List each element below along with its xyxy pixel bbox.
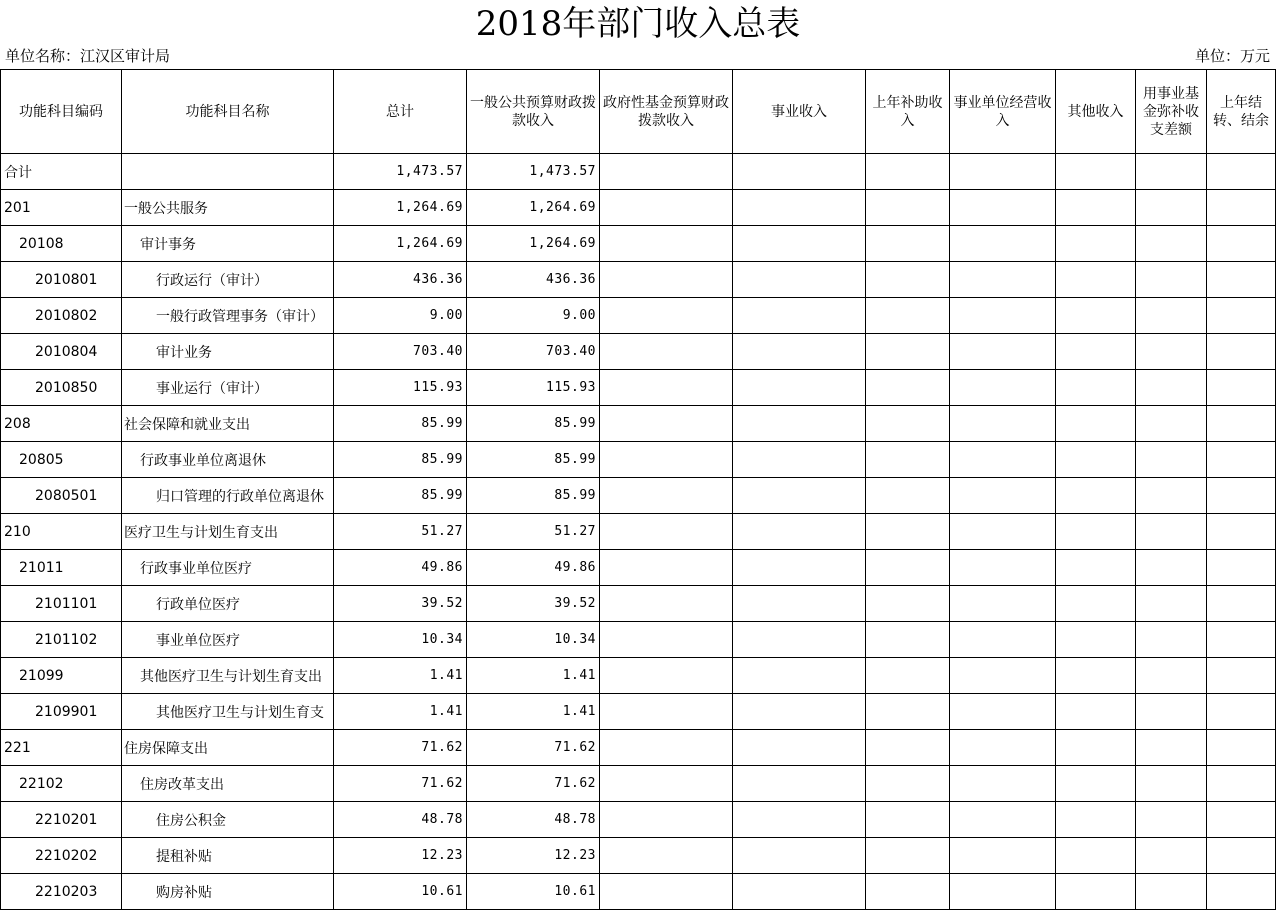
cell-carryover	[1207, 514, 1276, 550]
cell-gov-fund	[600, 514, 733, 550]
cell-carryover	[1207, 442, 1276, 478]
cell-operating-income	[950, 262, 1056, 298]
cell-prior-subsidy	[866, 658, 950, 694]
cell-other-income	[1056, 838, 1136, 874]
table-row	[1, 406, 1276, 442]
cell-general-budget: 39.52	[467, 586, 600, 622]
cell-business-income	[733, 370, 866, 406]
cell-general-budget: 85.99	[467, 442, 600, 478]
unit-name-label: 单位名称：江汉区审计局	[5, 47, 171, 65]
cell-general-budget: 1.41	[467, 658, 600, 694]
table-row	[1, 226, 1276, 262]
cell-operating-income	[950, 334, 1056, 370]
cell-business-income	[733, 694, 866, 730]
cell-gov-fund	[600, 226, 733, 262]
cell-other-income	[1056, 514, 1136, 550]
cell-name: 事业运行（审计）	[122, 370, 334, 406]
cell-fund-offset	[1136, 658, 1207, 694]
cell-gov-fund	[600, 622, 733, 658]
cell-carryover	[1207, 658, 1276, 694]
table-row	[1, 766, 1276, 802]
cell-name: 社会保障和就业支出	[122, 406, 334, 442]
cell-other-income	[1056, 874, 1136, 910]
cell-business-income	[733, 766, 866, 802]
cell-operating-income	[950, 406, 1056, 442]
cell-other-income	[1056, 730, 1136, 766]
cell-business-income	[733, 730, 866, 766]
cell-other-income	[1056, 478, 1136, 514]
cell-gov-fund	[600, 658, 733, 694]
cell-other-income	[1056, 586, 1136, 622]
cell-name: 事业单位医疗	[122, 622, 334, 658]
header-general-budget: 一般公共预算财政拨款收入	[467, 70, 600, 154]
cell-other-income	[1056, 766, 1136, 802]
cell-gov-fund	[600, 550, 733, 586]
cell-other-income	[1056, 298, 1136, 334]
cell-prior-subsidy	[866, 586, 950, 622]
cell-business-income	[733, 298, 866, 334]
cell-total: 85.99	[334, 406, 467, 442]
cell-gov-fund	[600, 694, 733, 730]
unit-label: 单位：万元	[1194, 47, 1270, 65]
cell-carryover	[1207, 838, 1276, 874]
cell-prior-subsidy	[866, 154, 950, 190]
cell-business-income	[733, 550, 866, 586]
cell-total: 10.61	[334, 874, 467, 910]
income-table	[0, 69, 1276, 910]
cell-total: 1.41	[334, 694, 467, 730]
cell-business-income	[733, 262, 866, 298]
cell-gov-fund	[600, 838, 733, 874]
header-business-income: 事业收入	[733, 70, 866, 154]
cell-prior-subsidy	[866, 694, 950, 730]
cell-business-income	[733, 838, 866, 874]
cell-operating-income	[950, 550, 1056, 586]
cell-operating-income	[950, 370, 1056, 406]
cell-general-budget: 51.27	[467, 514, 600, 550]
cell-other-income	[1056, 406, 1136, 442]
table-row	[1, 802, 1276, 838]
cell-carryover	[1207, 802, 1276, 838]
table-row	[1, 514, 1276, 550]
cell-carryover	[1207, 226, 1276, 262]
cell-other-income	[1056, 694, 1136, 730]
table-row	[1, 586, 1276, 622]
header-fund-offset: 用事业基金弥补收支差额	[1136, 70, 1207, 154]
cell-fund-offset	[1136, 766, 1207, 802]
cell-fund-offset	[1136, 154, 1207, 190]
cell-carryover	[1207, 622, 1276, 658]
cell-operating-income	[950, 622, 1056, 658]
cell-other-income	[1056, 442, 1136, 478]
cell-total: 703.40	[334, 334, 467, 370]
cell-code: 2010802	[1, 298, 122, 334]
cell-code: 21011	[1, 550, 122, 586]
cell-carryover	[1207, 262, 1276, 298]
table-row	[1, 154, 1276, 190]
table-row	[1, 622, 1276, 658]
cell-fund-offset	[1136, 190, 1207, 226]
table-row	[1, 658, 1276, 694]
page-title: 2018年部门收入总表	[475, 4, 801, 44]
cell-total: 85.99	[334, 478, 467, 514]
cell-general-budget: 436.36	[467, 262, 600, 298]
cell-general-budget: 12.23	[467, 838, 600, 874]
cell-other-income	[1056, 190, 1136, 226]
cell-gov-fund	[600, 154, 733, 190]
cell-total: 51.27	[334, 514, 467, 550]
cell-prior-subsidy	[866, 622, 950, 658]
cell-operating-income	[950, 514, 1056, 550]
cell-code: 201	[1, 190, 122, 226]
cell-operating-income	[950, 658, 1056, 694]
cell-other-income	[1056, 802, 1136, 838]
cell-total: 48.78	[334, 802, 467, 838]
cell-fund-offset	[1136, 586, 1207, 622]
table-row	[1, 334, 1276, 370]
cell-gov-fund	[600, 334, 733, 370]
cell-fund-offset	[1136, 622, 1207, 658]
cell-code: 2080501	[1, 478, 122, 514]
cell-code: 2109901	[1, 694, 122, 730]
table-row	[1, 478, 1276, 514]
cell-other-income	[1056, 658, 1136, 694]
cell-name: 行政事业单位医疗	[122, 550, 334, 586]
cell-name: 住房改革支出	[122, 766, 334, 802]
cell-business-income	[733, 478, 866, 514]
cell-name: 住房公积金	[122, 802, 334, 838]
header-name: 功能科目名称	[122, 70, 334, 154]
cell-fund-offset	[1136, 262, 1207, 298]
cell-business-income	[733, 802, 866, 838]
table-row	[1, 550, 1276, 586]
cell-operating-income	[950, 730, 1056, 766]
table-row	[1, 442, 1276, 478]
cell-name: 其他医疗卫生与计划生育支出	[122, 658, 334, 694]
cell-gov-fund	[600, 442, 733, 478]
cell-general-budget: 71.62	[467, 766, 600, 802]
cell-prior-subsidy	[866, 298, 950, 334]
cell-general-budget: 10.61	[467, 874, 600, 910]
cell-general-budget: 85.99	[467, 478, 600, 514]
cell-general-budget: 1,473.57	[467, 154, 600, 190]
header-operating-income: 事业单位经营收入	[950, 70, 1056, 154]
cell-operating-income	[950, 766, 1056, 802]
cell-name: 行政运行（审计）	[122, 262, 334, 298]
cell-general-budget: 85.99	[467, 406, 600, 442]
cell-other-income	[1056, 550, 1136, 586]
cell-name: 医疗卫生与计划生育支出	[122, 514, 334, 550]
cell-total: 71.62	[334, 766, 467, 802]
cell-operating-income	[950, 298, 1056, 334]
header-gov-fund: 政府性基金预算财政拨款收入	[600, 70, 733, 154]
cell-code: 20805	[1, 442, 122, 478]
cell-fund-offset	[1136, 370, 1207, 406]
cell-carryover	[1207, 550, 1276, 586]
cell-carryover	[1207, 154, 1276, 190]
cell-prior-subsidy	[866, 442, 950, 478]
cell-gov-fund	[600, 766, 733, 802]
cell-name: 一般行政管理事务（审计）	[122, 298, 334, 334]
cell-prior-subsidy	[866, 370, 950, 406]
cell-gov-fund	[600, 262, 733, 298]
cell-prior-subsidy	[866, 874, 950, 910]
cell-prior-subsidy	[866, 226, 950, 262]
cell-general-budget: 48.78	[467, 802, 600, 838]
cell-gov-fund	[600, 406, 733, 442]
cell-operating-income	[950, 586, 1056, 622]
cell-general-budget: 703.40	[467, 334, 600, 370]
cell-gov-fund	[600, 730, 733, 766]
cell-total: 9.00	[334, 298, 467, 334]
cell-total: 1,473.57	[334, 154, 467, 190]
cell-other-income	[1056, 154, 1136, 190]
cell-code: 2010801	[1, 262, 122, 298]
cell-fund-offset	[1136, 730, 1207, 766]
table-row	[1, 190, 1276, 226]
cell-prior-subsidy	[866, 802, 950, 838]
cell-gov-fund	[600, 190, 733, 226]
cell-carryover	[1207, 406, 1276, 442]
cell-gov-fund	[600, 802, 733, 838]
cell-prior-subsidy	[866, 550, 950, 586]
cell-code: 2210201	[1, 802, 122, 838]
cell-code: 21099	[1, 658, 122, 694]
cell-code: 2010850	[1, 370, 122, 406]
table-row	[1, 838, 1276, 874]
cell-total: 49.86	[334, 550, 467, 586]
cell-business-income	[733, 442, 866, 478]
cell-general-budget: 71.62	[467, 730, 600, 766]
cell-prior-subsidy	[866, 478, 950, 514]
cell-total: 39.52	[334, 586, 467, 622]
cell-business-income	[733, 874, 866, 910]
cell-prior-subsidy	[866, 838, 950, 874]
cell-code: 合计	[1, 154, 122, 190]
cell-fund-offset	[1136, 298, 1207, 334]
cell-general-budget: 9.00	[467, 298, 600, 334]
cell-carryover	[1207, 334, 1276, 370]
cell-gov-fund	[600, 370, 733, 406]
cell-carryover	[1207, 874, 1276, 910]
cell-prior-subsidy	[866, 514, 950, 550]
header-total: 总计	[334, 70, 467, 154]
cell-fund-offset	[1136, 514, 1207, 550]
cell-prior-subsidy	[866, 766, 950, 802]
cell-other-income	[1056, 226, 1136, 262]
cell-business-income	[733, 658, 866, 694]
cell-prior-subsidy	[866, 190, 950, 226]
cell-general-budget: 1,264.69	[467, 190, 600, 226]
cell-other-income	[1056, 262, 1136, 298]
cell-prior-subsidy	[866, 262, 950, 298]
cell-business-income	[733, 514, 866, 550]
cell-operating-income	[950, 154, 1056, 190]
cell-general-budget: 10.34	[467, 622, 600, 658]
cell-name: 住房保障支出	[122, 730, 334, 766]
cell-code: 221	[1, 730, 122, 766]
cell-operating-income	[950, 694, 1056, 730]
cell-general-budget: 115.93	[467, 370, 600, 406]
cell-fund-offset	[1136, 550, 1207, 586]
cell-operating-income	[950, 838, 1056, 874]
cell-total: 12.23	[334, 838, 467, 874]
table-row	[1, 730, 1276, 766]
cell-code: 22102	[1, 766, 122, 802]
header-prior-subsidy: 上年补助收入	[866, 70, 950, 154]
cell-gov-fund	[600, 478, 733, 514]
cell-code: 2010804	[1, 334, 122, 370]
cell-operating-income	[950, 478, 1056, 514]
cell-total: 436.36	[334, 262, 467, 298]
cell-carryover	[1207, 730, 1276, 766]
cell-fund-offset	[1136, 406, 1207, 442]
cell-carryover	[1207, 190, 1276, 226]
table-row	[1, 298, 1276, 334]
cell-total: 1,264.69	[334, 226, 467, 262]
cell-name: 其他医疗卫生与计划生育支	[122, 694, 334, 730]
cell-gov-fund	[600, 874, 733, 910]
cell-prior-subsidy	[866, 406, 950, 442]
cell-other-income	[1056, 370, 1136, 406]
cell-business-income	[733, 586, 866, 622]
cell-fund-offset	[1136, 442, 1207, 478]
cell-code: 2210202	[1, 838, 122, 874]
cell-fund-offset	[1136, 802, 1207, 838]
table-row	[1, 370, 1276, 406]
table-header-row	[1, 70, 1276, 154]
cell-code: 210	[1, 514, 122, 550]
cell-general-budget: 1.41	[467, 694, 600, 730]
cell-code: 2101102	[1, 622, 122, 658]
cell-gov-fund	[600, 586, 733, 622]
cell-name: 审计业务	[122, 334, 334, 370]
cell-other-income	[1056, 334, 1136, 370]
cell-total: 10.34	[334, 622, 467, 658]
cell-fund-offset	[1136, 838, 1207, 874]
header-other-income: 其他收入	[1056, 70, 1136, 154]
cell-name: 行政事业单位离退休	[122, 442, 334, 478]
cell-fund-offset	[1136, 874, 1207, 910]
cell-operating-income	[950, 190, 1056, 226]
cell-general-budget: 1,264.69	[467, 226, 600, 262]
cell-carryover	[1207, 478, 1276, 514]
cell-carryover	[1207, 766, 1276, 802]
cell-fund-offset	[1136, 334, 1207, 370]
cell-operating-income	[950, 442, 1056, 478]
cell-carryover	[1207, 370, 1276, 406]
cell-total: 1,264.69	[334, 190, 467, 226]
cell-business-income	[733, 334, 866, 370]
cell-code: 20108	[1, 226, 122, 262]
cell-operating-income	[950, 226, 1056, 262]
cell-name: 购房补贴	[122, 874, 334, 910]
cell-name: 归口管理的行政单位离退休	[122, 478, 334, 514]
cell-business-income	[733, 190, 866, 226]
cell-total: 1.41	[334, 658, 467, 694]
cell-prior-subsidy	[866, 730, 950, 766]
cell-name: 行政单位医疗	[122, 586, 334, 622]
cell-other-income	[1056, 622, 1136, 658]
cell-code: 2101101	[1, 586, 122, 622]
cell-general-budget: 49.86	[467, 550, 600, 586]
cell-total: 71.62	[334, 730, 467, 766]
cell-fund-offset	[1136, 478, 1207, 514]
table-row	[1, 262, 1276, 298]
cell-total: 85.99	[334, 442, 467, 478]
cell-gov-fund	[600, 298, 733, 334]
cell-business-income	[733, 226, 866, 262]
cell-code: 208	[1, 406, 122, 442]
table-row	[1, 694, 1276, 730]
cell-fund-offset	[1136, 226, 1207, 262]
cell-business-income	[733, 406, 866, 442]
cell-operating-income	[950, 874, 1056, 910]
cell-name: 审计事务	[122, 226, 334, 262]
cell-carryover	[1207, 694, 1276, 730]
cell-name	[122, 154, 334, 190]
header-carryover: 上年结转、结余	[1207, 70, 1276, 154]
cell-fund-offset	[1136, 694, 1207, 730]
cell-code: 2210203	[1, 874, 122, 910]
table-row	[1, 874, 1276, 910]
cell-business-income	[733, 622, 866, 658]
cell-name: 一般公共服务	[122, 190, 334, 226]
cell-carryover	[1207, 586, 1276, 622]
cell-carryover	[1207, 298, 1276, 334]
cell-name: 提租补贴	[122, 838, 334, 874]
cell-operating-income	[950, 802, 1056, 838]
cell-business-income	[733, 154, 866, 190]
header-code: 功能科目编码	[1, 70, 122, 154]
cell-total: 115.93	[334, 370, 467, 406]
cell-prior-subsidy	[866, 334, 950, 370]
